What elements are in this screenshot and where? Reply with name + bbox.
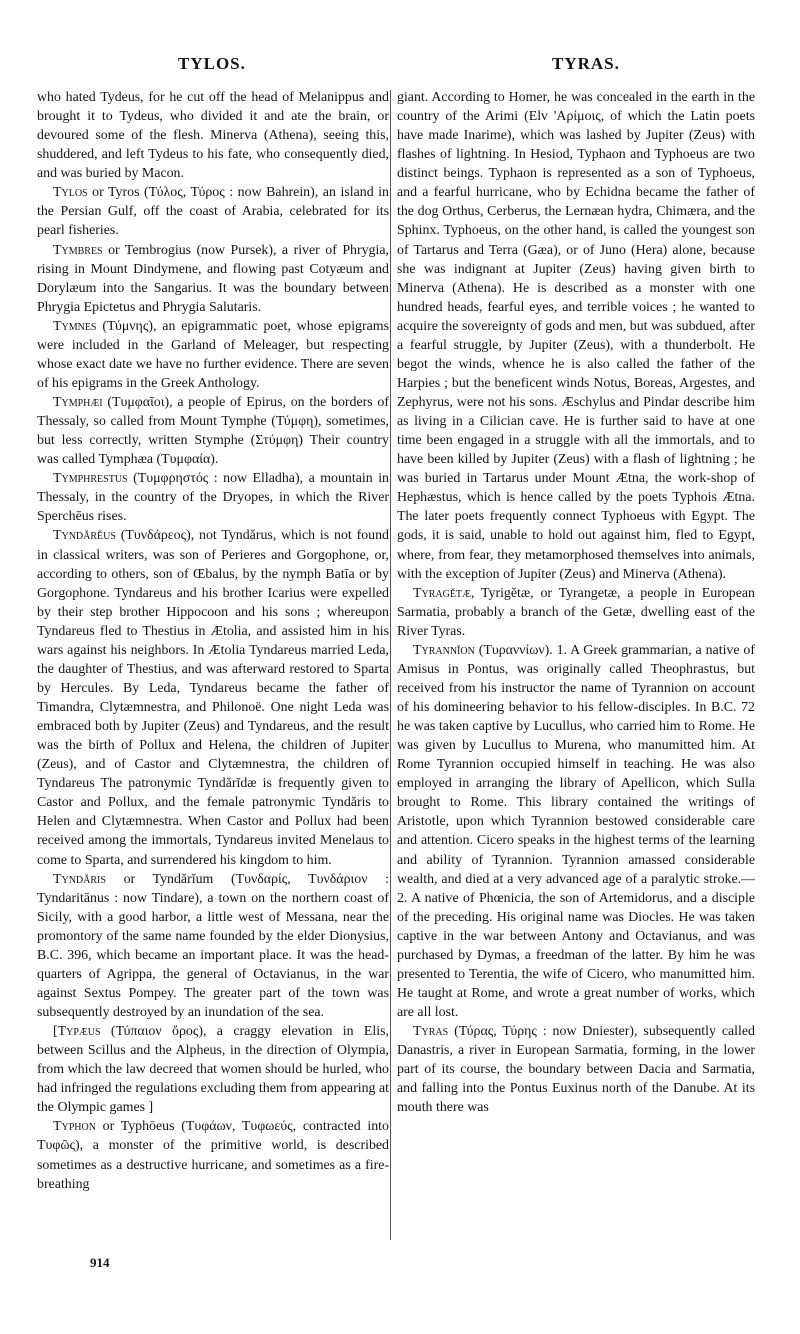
entry-paragraph: Tymphæi (Τυμφαῖοι), a people of Epirus, on the borders of Thessaly, so called from Mount Tymphe (Τύμφη), sometimes, but less correctly, written Stymphe (Στύμφη) Their country was called Tymphæa (Τυμφαία). <box>37 395 389 468</box>
page-number: 914 <box>90 1255 110 1270</box>
entry-paragraph: Tymbres or Tembrogius (now Pursek), a river of Phrygia, rising in Mount Dindymene, and flowing past Cotyæum and Dorylæum into the Sangarius. It was the boundary between Phrygia Epictetus and Phrygia Salutaris. <box>37 242 389 315</box>
column-divider <box>390 90 391 1240</box>
entry-headword: Typhon <box>53 1119 96 1135</box>
header-left-word: TYLOS. <box>178 54 246 73</box>
entry-paragraph: who hated Tydeus, for he cut off the head of Melanippus and brought it to Tydeus, who divided it and ate the brain, or devoured some of the flesh. Minerva (Athena), seeing this, shuddered, and left Tydeus to his fate, who consequently died, and was buried by Macon. <box>37 90 389 182</box>
entry-paragraph: giant. According to Homer, he was concealed in the earth in the country of the Arimi (Elv 'Αρίμοις, of which the Latin poets have made Inarime), which was lashed by Jupiter (Zeus) with flashes of lightning. In Hesiod, Typhaon and Typhoeus are two distinct beings. Typhaon is represented as a son of Typhoeus, and a fearful hurricane, who by Echidna became the father of the dog Orthus, Cerberus, the Lernæan hydra, Chimæra, and the Sphinx. Typhoeus, on the other hand, is called the youngest son of Tartarus and Terra (Gæa), or of Juno (Hera) alone, because she was indignant at Jupiter (Zeus) having given birth to Minerva (Athena). He is described as a monster with one hundred heads, fearful eyes, and terrible voices ; he wanted to acquire the sovereignty of gods and men, but was subdued, after a fearful struggle, by Jupiter (Zeus), with a thunderbolt. He begot the winds, whence he is also called the father of the Harpies ; but the beneficent winds Notus, Boreas, Argestes, and Zephyrus, were not his sons. Æschylus and Pindar describe him as living in a Cilician cave. He is further said to have at one time been engaged in a struggle with all the immortals, and to have been killed by Jupiter (Zeus) with a flash of lightning ; he was buried in Tartarus under Mount Ætna, the work-shop of Hephæstus, which is hence called by the poets Typhois Ætna. The later poets frequently connect Typhoeus with Egypt. The gods, it is said, unable to hold out against him, fled to Egypt, where, from fear, they metamorphosed themselves into animals, with the exception of Jupiter (Zeus) and Minerva (Athena). <box>397 90 755 582</box>
entry-headword: Tyndăris <box>53 871 106 887</box>
entry-headword: Tyrannĭon <box>413 642 475 658</box>
entry-headword: Tyragĕtæ <box>413 585 471 601</box>
entry-paragraph: [Typæus (Τύπαιον ὄρος), a craggy elevation in Elis, between Scillus and the Alpheus, in the direction of Olympia, from which the law decreed that women should be hurled, who had infringed the regulations excluding them from appearing at the Olympic games ] <box>37 1024 389 1116</box>
entry-paragraph: Tylos or Tyros (Τύλος, Τύρος : now Bahrein), an island in the Persian Gulf, off the coast of Arabia, celebrated for its pearl fisheries. <box>37 185 389 239</box>
entry-paragraph: Tyragĕtæ, Tyrigĕtæ, or Tyrangetæ, a people in European Sarmatia, probably a branch of the Getæ, dwelling east of the River Tyras. <box>397 585 755 639</box>
left-column <box>37 88 389 1194</box>
running-header <box>0 54 800 82</box>
entry-headword: Tymnes <box>53 318 97 334</box>
entry-headword: Tymphrestus <box>53 471 128 487</box>
header-right-word: TYRAS. <box>552 54 620 73</box>
entry-paragraph: Typhon or Typhōeus (Τυφάων, Τυφωεύς, contracted into Τυφῶς), a monster of the primitive world, is described sometimes as a destructive hurricane, and sometimes as a fire-breathing <box>37 1119 389 1192</box>
entry-headword: Tymphæi <box>53 395 103 410</box>
entry-headword: Tylos <box>53 185 88 201</box>
entry-paragraph: Tyndărĕus (Τυνδάρεος), not Tyndărus, which is not found in classical writers, was son of Perieres and Gorgophone, or, according to others, son of Œbalus, by the nymph Batīa or by Gorgophone. Tyndareus and his brother Icarius were expelled by their step brother Hippocoon and his sons ; whereupon Tyndareus fled to Thestius in Ætolia, and assisted him in his wars against his neighbors. In Ætolia Tyndareus married Leda, the daughter of Thestius, and was afterward restored to Sparta by Hercules. By Leda, Tyndareus became the father of Timandra, Clytæmnestra, and Philonoë. One night Leda was embraced both by Jupiter (Zeus) and Tyndareus, and the result was the birth of Pollux and Helena, the children of Jupiter (Zeus), and of Castor and Clytæmnestra, the children of Tyndareus The patronymic Tyndărĭdæ is frequently given to Castor and Pollux, and the female patronymic Tyndăris to Helen and Clytæmnestra. When Castor and Pollux had been received among the immortals, Tyndareus invited Menelaus to come to Sparta, and surrendered his kingdom to him. <box>37 528 389 868</box>
entry-headword: Tyndărĕus <box>53 528 116 544</box>
right-column <box>397 88 755 1117</box>
entry-headword: Tyras <box>413 1024 449 1040</box>
entry-paragraph: Tyrannĭon (Τυραννίων). 1. A Greek grammarian, a native of Amisus in Pontus, was originally called Theophrastus, but received from his instructor the name of Tyrannion on account of his domineering behavior to his fellow-disciples. In B.C. 72 he was taken captive by Lucullus, who carried him to Rome. He was given by Lucullus to Murena, who manumitted him. At Rome Tyrannion occupied himself in teaching. He was also employed in arranging the library of Apellicon, which Sulla brought to Rome. This library contained the writings of Aristotle, upon which Tyrannion bestowed considerable care and attention. Cicero speaks in the highest terms of the learning and ability of Tyrannion. Tyrannion amassed considerable wealth, and died at a very advanced age of a paralytic stroke.—2. A native of Phœnicia, the son of Artemidorus, and a disciple of the preceding. His original name was Diocles. He was taken captive in the war between Antony and Octavianus, and was purchased by Dymas, a freedman of the latter. By him he was presented to Terentia, the wife of Cicero, who manumitted him. He taught at Rome, and wrote a great number of works, which are all lost. <box>397 642 755 1020</box>
entry-paragraph: Tyndăris or Tyndărĭum (Τυνδαρίς, Τυνδάριον : Tyndaritānus : now Tindare), a town on the northern coast of Sicily, with a good harbor, a little west of Messana, near the promontory of the same name founded by the elder Dionysius, B.C. 396, which became an important place. It was the head-quarters of Agrippa, the general of Octavianus, in the war against Sextus Pompey. The greater part of the town was subsequently destroyed by an inundation of the sea. <box>37 871 389 1020</box>
entry-headword: [Typæus <box>53 1024 101 1040</box>
entry-paragraph: Tyras (Τύρας, Τύρης : now Dniester), subsequently called Danastris, a river in European Sarmatia, forming, in the lower part of its course, the boundary between Dacia and Sarmatia, and falling into the Pontus Euxinus north of the Danube. At its mouth there was <box>397 1024 755 1116</box>
entry-headword: Tymbres <box>53 242 103 258</box>
entry-paragraph: Tymphrestus (Τυμφρηστός : now Elladha), a mountain in Thessaly, in the country of the Dryopes, in which the River Sperchēus rises. <box>37 471 389 525</box>
entry-paragraph: Tymnes (Τύμνης), an epigrammatic poet, whose epigrams were included in the Garland of Meleager, but respecting whose exact date we have no further evidence. There are seven of his epigrams in the Greek Anthology. <box>37 318 389 391</box>
